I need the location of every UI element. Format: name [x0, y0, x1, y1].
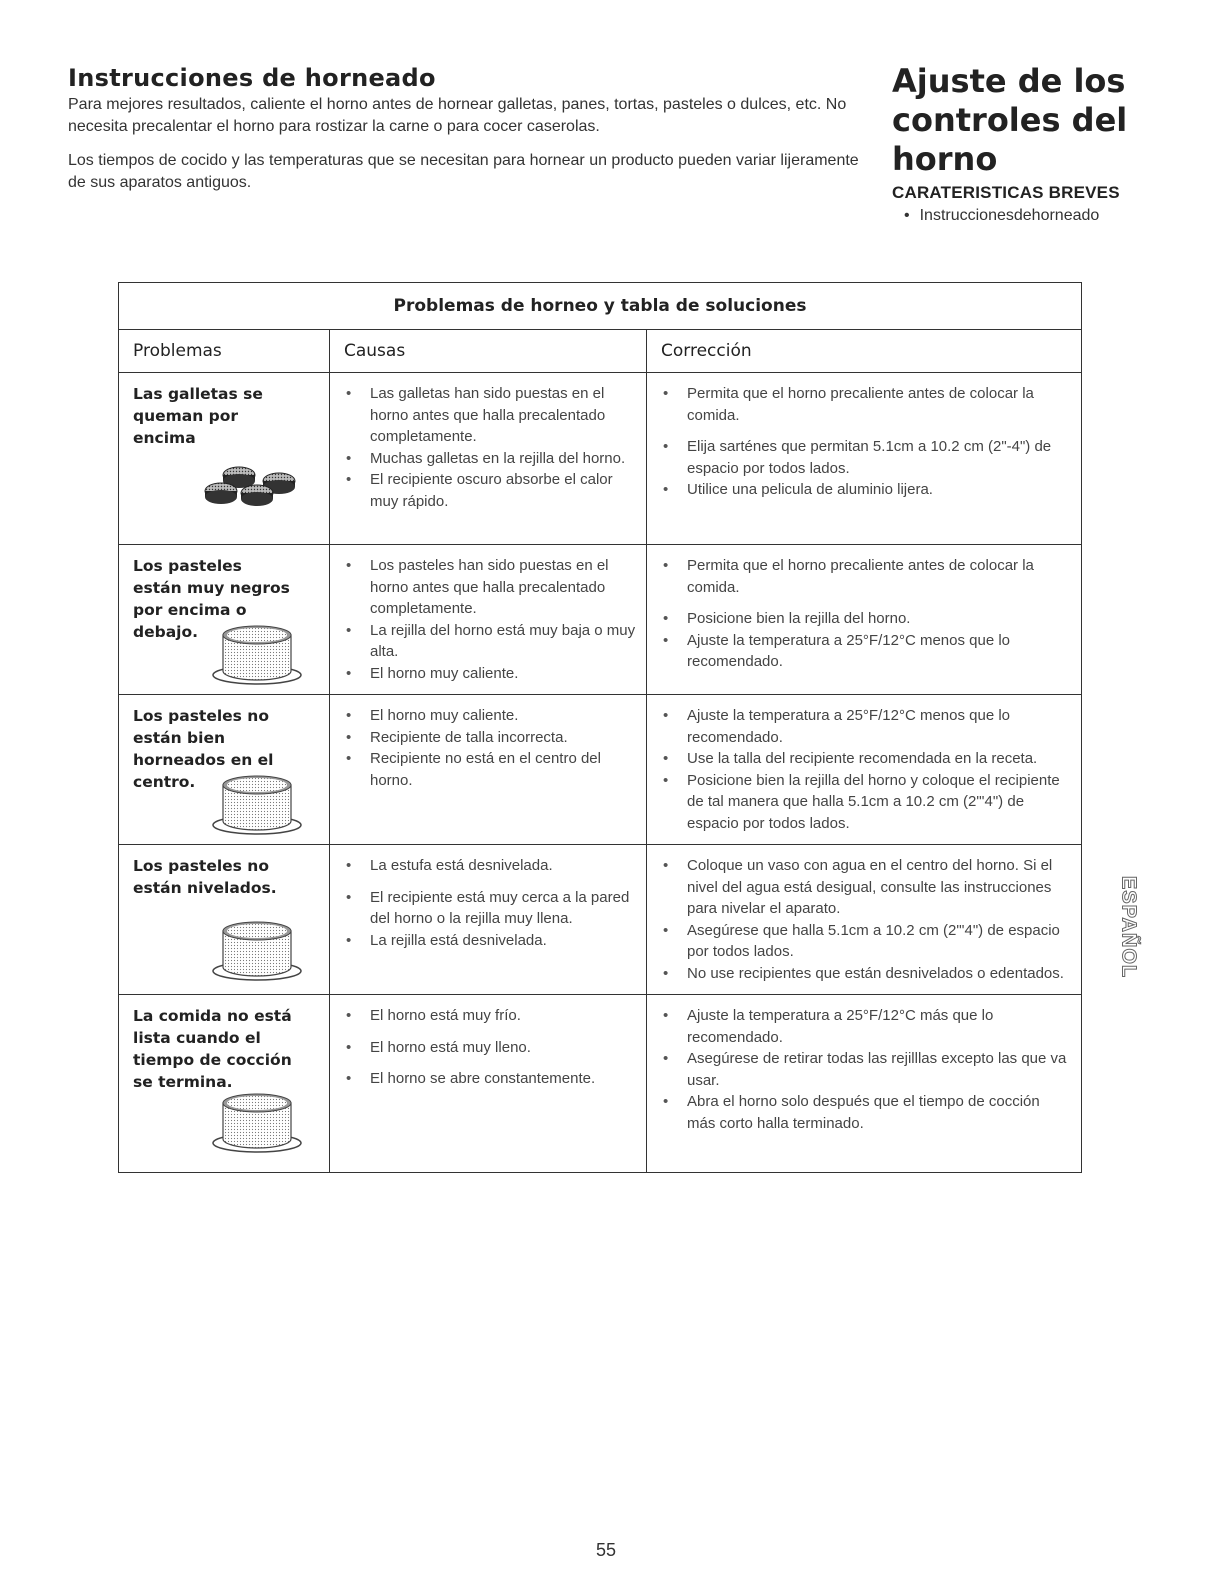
- problem-text: La comida no está lista cuando el tiempo de cocción se termina.: [133, 1007, 292, 1091]
- cake-icon: [209, 917, 305, 983]
- correction-list: [661, 855, 1067, 984]
- correction-cell: [647, 373, 1082, 545]
- cookies-icon: [199, 455, 309, 515]
- correction-item: • Use la talla del recipiente recomendada en la receta.: [661, 748, 1067, 770]
- correction-item: • Asegúrese de retirar todas las rejilllas excepto las que va usar.: [661, 1048, 1067, 1091]
- cause-item: • La rejilla está desnivelada.: [344, 930, 640, 952]
- problem-cell: [119, 695, 330, 845]
- correction-item: • No use recipientes que están desnivelados o edentados.: [661, 963, 1067, 985]
- header-correction: Corrección: [647, 330, 1082, 373]
- problem-illustration: [209, 917, 305, 990]
- feature-item-label: Instruccionesdehorneado: [919, 207, 1100, 224]
- causes-list: [344, 555, 640, 684]
- solutions-table: [118, 282, 1082, 1173]
- correction-list: [661, 555, 1067, 673]
- feature-list: [892, 207, 1172, 225]
- problem-illustration: [199, 455, 309, 522]
- section-header: [892, 62, 1172, 225]
- header-causes: Causas: [330, 330, 647, 373]
- correction-item: • Asegúrese que halla 5.1cm a 10.2 cm (2"'4") de espacio por todos lados.: [661, 920, 1067, 963]
- table-row: [119, 373, 1082, 545]
- tab-label-text: ESPAÑOL: [1117, 875, 1140, 979]
- cause-item: • El horno está muy lleno.: [344, 1037, 640, 1059]
- causes-list: [344, 705, 640, 791]
- cause-item: • El recipiente oscuro absorbe el calor muy rápido.: [344, 469, 640, 512]
- feature-item: [892, 207, 1172, 225]
- cause-item: • El horno muy caliente.: [344, 663, 640, 685]
- language-tab-label: [1108, 852, 1148, 1002]
- problem-illustration: [209, 1089, 305, 1162]
- causes-cell: [330, 545, 647, 695]
- correction-item: • Elija sarténes que permitan 5.1cm a 10.2 cm (2"-4") de espacio por todos lados.: [661, 436, 1067, 479]
- cause-item: • El horno se abre constantemente.: [344, 1068, 640, 1090]
- cause-item: • El horno muy caliente.: [344, 705, 640, 727]
- table-caption: Problemas de horneo y tabla de soluciones: [119, 283, 1082, 330]
- correction-item: • Posicione bien la rejilla del horno y coloque el recipiente de tal manera que halla 5.1cm a 10.2 cm (2"'4") de espacio por todos lados.: [661, 770, 1067, 835]
- intro-paragraph-2: Los tiempos de cocido y las temperaturas que se necesitan para hornear un producto pueden variar lijeramente de sus aparatos antiguos.: [68, 152, 859, 191]
- bullet-icon: •: [904, 207, 910, 224]
- causes-list: [344, 383, 640, 512]
- causes-list: [344, 1005, 640, 1090]
- correction-cell: [647, 695, 1082, 845]
- cause-item: • Los pasteles han sido puestas en el horno antes que halla precalentado completamente.: [344, 555, 640, 620]
- correction-item: • Ajuste la temperatura a 25°F/12°C menos que lo recomendado.: [661, 630, 1067, 673]
- correction-cell: [647, 545, 1082, 695]
- cake-icon: [209, 771, 305, 837]
- intro-title: Instrucciones de horneado: [68, 64, 436, 92]
- section-title: Ajuste de los controles del horno: [892, 62, 1128, 178]
- correction-list: [661, 1005, 1067, 1134]
- correction-cell: [647, 845, 1082, 995]
- problem-text: Los pasteles no están bien horneados en el centro.: [133, 707, 274, 791]
- cause-item: • La rejilla del horno está muy baja o muy alta.: [344, 620, 640, 663]
- correction-item: • Posicione bien la rejilla del horno.: [661, 608, 1067, 630]
- causes-cell: [330, 695, 647, 845]
- cause-item: • El horno está muy frío.: [344, 1005, 640, 1027]
- table-row: [119, 695, 1082, 845]
- table-row: [119, 995, 1082, 1173]
- header-problems: Problemas: [119, 330, 330, 373]
- cause-item: • La estufa está desnivelada.: [344, 855, 640, 877]
- problem-text: Los pasteles están muy negros por encima o debajo.: [133, 557, 290, 641]
- problem-cell: [119, 545, 330, 695]
- cake-icon: [209, 621, 305, 687]
- cause-item: • Recipiente no está en el centro del horno.: [344, 748, 640, 791]
- problem-text: Los pasteles no están nivelados.: [133, 857, 277, 897]
- intro-section: [68, 62, 868, 206]
- causes-cell: [330, 373, 647, 545]
- correction-item: • Abra el horno solo después que el tiempo de cocción más corto halla terminado.: [661, 1091, 1067, 1134]
- causes-cell: [330, 845, 647, 995]
- correction-list: [661, 383, 1067, 501]
- problem-cell: [119, 373, 330, 545]
- problem-illustration: [209, 621, 305, 694]
- page-number: 55: [595, 1540, 617, 1560]
- problem-text: Las galletas se queman por encima: [133, 385, 263, 447]
- problem-cell: [119, 845, 330, 995]
- section-subtitle: CARATERISTICAS BREVES: [892, 183, 1120, 202]
- correction-item: • Ajuste la temperatura a 25°F/12°C menos que lo recomendado.: [661, 705, 1067, 748]
- table-body: [119, 373, 1082, 1173]
- correction-list: [661, 705, 1067, 834]
- causes-cell: [330, 995, 647, 1173]
- correction-item: • Utilice una pelicula de aluminio lijera.: [661, 479, 1067, 501]
- problem-illustration: [209, 771, 305, 844]
- table-row: [119, 845, 1082, 995]
- intro-paragraph-1: Para mejores resultados, caliente el horno antes de hornear galletas, panes, tortas, pasteles o dulces, etc. No necesita precalentar el horno para rostizar la carne o para cocer caserolas.: [68, 96, 847, 135]
- cake-icon: [209, 1089, 305, 1155]
- correction-cell: [647, 995, 1082, 1173]
- correction-item: • Permita que el horno precaliente antes de colocar la comida.: [661, 555, 1067, 598]
- correction-item: • Coloque un vaso con agua en el centro del horno. Si el nivel del agua está desigual, consulte las instrucciones para nivelar el aparato.: [661, 855, 1067, 920]
- causes-list: [344, 855, 640, 951]
- cause-item: • Muchas galletas en la rejilla del horno.: [344, 448, 640, 470]
- correction-item: • Ajuste la temperatura a 25°F/12°C más que lo recomendado.: [661, 1005, 1067, 1048]
- problem-cell: [119, 995, 330, 1173]
- table-row: [119, 545, 1082, 695]
- correction-item: • Permita que el horno precaliente antes de colocar la comida.: [661, 383, 1067, 426]
- cause-item: • Las galletas han sido puestas en el horno antes que halla precalentado completamente.: [344, 383, 640, 448]
- cause-item: • Recipiente de talla incorrecta.: [344, 727, 640, 749]
- cause-item: • El recipiente está muy cerca a la pared del horno o la rejilla muy llena.: [344, 887, 640, 930]
